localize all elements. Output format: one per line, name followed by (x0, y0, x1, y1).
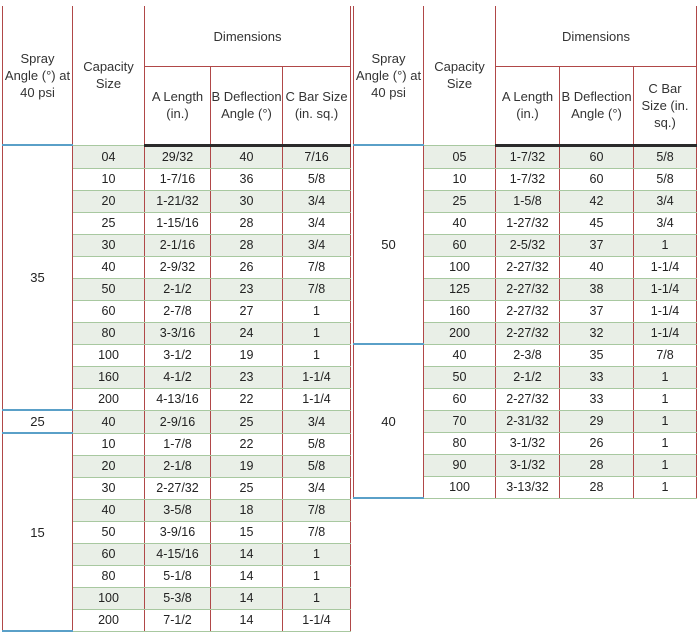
capacity-size-cell: 20 (73, 190, 145, 212)
deflection-angle-cell: 37 (560, 300, 634, 322)
deflection-angle-cell: 60 (560, 168, 634, 190)
deflection-angle-cell: 25 (211, 410, 283, 433)
deflection-angle-cell: 45 (560, 212, 634, 234)
spray-nozzle-table-left (2, 6, 351, 632)
capacity-size-header: Capacity Size (424, 6, 496, 145)
bar-size-cell: 1-1/4 (283, 388, 351, 410)
bar-size-cell: 1 (634, 476, 697, 498)
length-cell: 5-3/8 (145, 587, 211, 609)
length-cell: 2-27/32 (496, 278, 560, 300)
length-cell: 1-5/8 (496, 190, 560, 212)
bar-size-cell: 1 (283, 322, 351, 344)
deflection-angle-cell: 42 (560, 190, 634, 212)
bar-size-cell: 7/8 (283, 256, 351, 278)
bar-size-cell: 3/4 (634, 190, 697, 212)
deflection-angle-cell: 37 (560, 234, 634, 256)
bar-size-cell: 3/4 (283, 212, 351, 234)
deflection-angle-cell: 14 (211, 565, 283, 587)
capacity-size-cell: 50 (424, 366, 496, 388)
spray-angle-cell: 25 (3, 410, 73, 433)
bar-size-header: C Bar Size (in. sq.) (634, 67, 697, 145)
deflection-angle-cell: 60 (560, 145, 634, 168)
capacity-size-cell: 90 (424, 454, 496, 476)
deflection-angle-cell: 30 (211, 190, 283, 212)
bar-size-cell: 1-1/4 (634, 256, 697, 278)
deflection-angle-cell: 29 (560, 410, 634, 432)
table-row (354, 145, 697, 168)
bar-size-cell: 1 (283, 565, 351, 587)
deflection-angle-cell: 15 (211, 521, 283, 543)
deflection-angle-cell: 25 (211, 477, 283, 499)
bar-size-cell: 1-1/4 (634, 322, 697, 344)
table-row (3, 433, 351, 455)
bar-size-cell: 5/8 (283, 433, 351, 455)
length-cell: 29/32 (145, 145, 211, 168)
spray-angle-cell: 35 (3, 145, 73, 410)
spray-angle-header: Spray Angle (°) at 40 psi (354, 6, 424, 145)
deflection-angle-cell: 18 (211, 499, 283, 521)
bar-size-cell: 1-1/4 (283, 609, 351, 631)
deflection-angle-cell: 40 (560, 256, 634, 278)
capacity-size-cell: 40 (73, 410, 145, 433)
length-cell: 4-15/16 (145, 543, 211, 565)
bar-size-cell: 3/4 (283, 410, 351, 433)
capacity-size-cell: 60 (73, 543, 145, 565)
bar-size-cell: 1 (634, 432, 697, 454)
length-cell: 2-27/32 (496, 388, 560, 410)
deflection-angle-cell: 26 (211, 256, 283, 278)
deflection-angle-cell: 28 (211, 212, 283, 234)
capacity-size-cell: 125 (424, 278, 496, 300)
capacity-size-cell: 100 (424, 256, 496, 278)
table-row (3, 145, 351, 168)
deflection-angle-cell: 38 (560, 278, 634, 300)
spray-angle-cell: 40 (354, 344, 424, 498)
capacity-size-cell: 60 (73, 300, 145, 322)
bar-size-cell: 1 (634, 410, 697, 432)
capacity-size-cell: 160 (73, 366, 145, 388)
bar-size-cell: 1 (634, 366, 697, 388)
capacity-size-cell: 160 (424, 300, 496, 322)
bar-size-cell: 7/8 (283, 521, 351, 543)
capacity-size-cell: 70 (424, 410, 496, 432)
bar-size-cell: 1-1/4 (634, 300, 697, 322)
deflection-angle-cell: 24 (211, 322, 283, 344)
bar-size-cell: 3/4 (634, 212, 697, 234)
dimensions-header: Dimensions (145, 6, 351, 67)
bar-size-cell: 1 (283, 300, 351, 322)
bar-size-cell: 1 (283, 344, 351, 366)
bar-size-cell: 7/16 (283, 145, 351, 168)
deflection-angle-cell: 14 (211, 543, 283, 565)
length-header: A Length (in.) (145, 67, 211, 145)
capacity-size-cell: 80 (424, 432, 496, 454)
deflection-angle-cell: 19 (211, 344, 283, 366)
length-cell: 2-27/32 (496, 300, 560, 322)
capacity-size-cell: 60 (424, 234, 496, 256)
capacity-size-cell: 04 (73, 145, 145, 168)
deflection-angle-cell: 22 (211, 388, 283, 410)
length-cell: 1-7/16 (145, 168, 211, 190)
capacity-size-cell: 40 (73, 499, 145, 521)
capacity-size-cell: 80 (73, 565, 145, 587)
bar-size-cell: 1 (283, 587, 351, 609)
capacity-size-header: Capacity Size (73, 6, 145, 145)
length-cell: 3-1/32 (496, 432, 560, 454)
bar-size-cell: 1-1/4 (634, 278, 697, 300)
length-cell: 1-21/32 (145, 190, 211, 212)
deflection-angle-cell: 33 (560, 366, 634, 388)
length-header: A Length (in.) (496, 67, 560, 145)
deflection-angle-cell: 36 (211, 168, 283, 190)
capacity-size-cell: 05 (424, 145, 496, 168)
length-cell: 1-7/32 (496, 168, 560, 190)
deflection-angle-cell: 32 (560, 322, 634, 344)
dimensions-header: Dimensions (496, 6, 697, 67)
deflection-angle-cell: 23 (211, 278, 283, 300)
bar-size-cell: 1 (283, 543, 351, 565)
capacity-size-cell: 20 (73, 455, 145, 477)
bar-size-cell: 3/4 (283, 477, 351, 499)
bar-size-cell: 5/8 (283, 455, 351, 477)
deflection-angle-cell: 35 (560, 344, 634, 366)
capacity-size-cell: 10 (73, 168, 145, 190)
deflection-angle-cell: 40 (211, 145, 283, 168)
length-cell: 2-27/32 (145, 477, 211, 499)
bar-size-cell: 7/8 (283, 278, 351, 300)
table-row (3, 410, 351, 433)
length-cell: 2-9/32 (145, 256, 211, 278)
deflection-angle-cell: 19 (211, 455, 283, 477)
length-cell: 2-7/8 (145, 300, 211, 322)
length-cell: 7-1/2 (145, 609, 211, 631)
capacity-size-cell: 100 (424, 476, 496, 498)
capacity-size-cell: 40 (424, 212, 496, 234)
length-cell: 1-15/16 (145, 212, 211, 234)
capacity-size-cell: 10 (424, 168, 496, 190)
bar-size-cell: 3/4 (283, 234, 351, 256)
bar-size-cell: 1-1/4 (283, 366, 351, 388)
length-cell: 2-1/8 (145, 455, 211, 477)
bar-size-cell: 1 (634, 388, 697, 410)
deflection-angle-cell: 28 (211, 234, 283, 256)
bar-size-cell: 5/8 (283, 168, 351, 190)
capacity-size-cell: 100 (73, 344, 145, 366)
length-cell: 2-3/8 (496, 344, 560, 366)
length-cell: 2-1/2 (145, 278, 211, 300)
bar-size-cell: 5/8 (634, 168, 697, 190)
deflection-angle-cell: 28 (560, 454, 634, 476)
deflection-angle-cell: 27 (211, 300, 283, 322)
length-cell: 3-9/16 (145, 521, 211, 543)
length-cell: 3-1/2 (145, 344, 211, 366)
length-cell: 2-9/16 (145, 410, 211, 433)
capacity-size-cell: 200 (73, 609, 145, 631)
length-cell: 5-1/8 (145, 565, 211, 587)
capacity-size-cell: 60 (424, 388, 496, 410)
capacity-size-cell: 40 (73, 256, 145, 278)
capacity-size-cell: 25 (424, 190, 496, 212)
length-cell: 2-27/32 (496, 256, 560, 278)
capacity-size-cell: 40 (424, 344, 496, 366)
length-cell: 3-1/32 (496, 454, 560, 476)
bar-size-cell: 7/8 (634, 344, 697, 366)
spray-angle-cell: 50 (354, 145, 424, 344)
capacity-size-cell: 200 (424, 322, 496, 344)
deflection-angle-cell: 23 (211, 366, 283, 388)
length-cell: 2-1/16 (145, 234, 211, 256)
bar-size-header: C Bar Size (in. sq.) (283, 67, 351, 145)
spray-nozzle-table-right (353, 6, 697, 499)
deflection-angle-cell: 28 (560, 476, 634, 498)
bar-size-cell: 7/8 (283, 499, 351, 521)
length-cell: 3-3/16 (145, 322, 211, 344)
length-cell: 2-5/32 (496, 234, 560, 256)
deflection-angle-header: B Deflection Angle (°) (211, 67, 283, 145)
table-row (354, 344, 697, 366)
spray-angle-cell: 15 (3, 433, 73, 631)
bar-size-cell: 1 (634, 454, 697, 476)
capacity-size-cell: 25 (73, 212, 145, 234)
length-cell: 3-13/32 (496, 476, 560, 498)
capacity-size-cell: 50 (73, 278, 145, 300)
bar-size-cell: 3/4 (283, 190, 351, 212)
length-cell: 1-27/32 (496, 212, 560, 234)
deflection-angle-cell: 22 (211, 433, 283, 455)
spray-angle-header: Spray Angle (°) at 40 psi (3, 6, 73, 145)
capacity-size-cell: 80 (73, 322, 145, 344)
capacity-size-cell: 10 (73, 433, 145, 455)
capacity-size-cell: 30 (73, 477, 145, 499)
capacity-size-cell: 50 (73, 521, 145, 543)
length-cell: 4-13/16 (145, 388, 211, 410)
capacity-size-cell: 200 (73, 388, 145, 410)
capacity-size-cell: 30 (73, 234, 145, 256)
deflection-angle-cell: 33 (560, 388, 634, 410)
length-cell: 1-7/8 (145, 433, 211, 455)
length-cell: 1-7/32 (496, 145, 560, 168)
deflection-angle-cell: 26 (560, 432, 634, 454)
bar-size-cell: 5/8 (634, 145, 697, 168)
bar-size-cell: 1 (634, 234, 697, 256)
deflection-angle-cell: 14 (211, 609, 283, 631)
deflection-angle-cell: 14 (211, 587, 283, 609)
length-cell: 2-27/32 (496, 322, 560, 344)
deflection-angle-header: B Deflection Angle (°) (560, 67, 634, 145)
length-cell: 4-1/2 (145, 366, 211, 388)
length-cell: 2-1/2 (496, 366, 560, 388)
capacity-size-cell: 100 (73, 587, 145, 609)
length-cell: 2-31/32 (496, 410, 560, 432)
length-cell: 3-5/8 (145, 499, 211, 521)
